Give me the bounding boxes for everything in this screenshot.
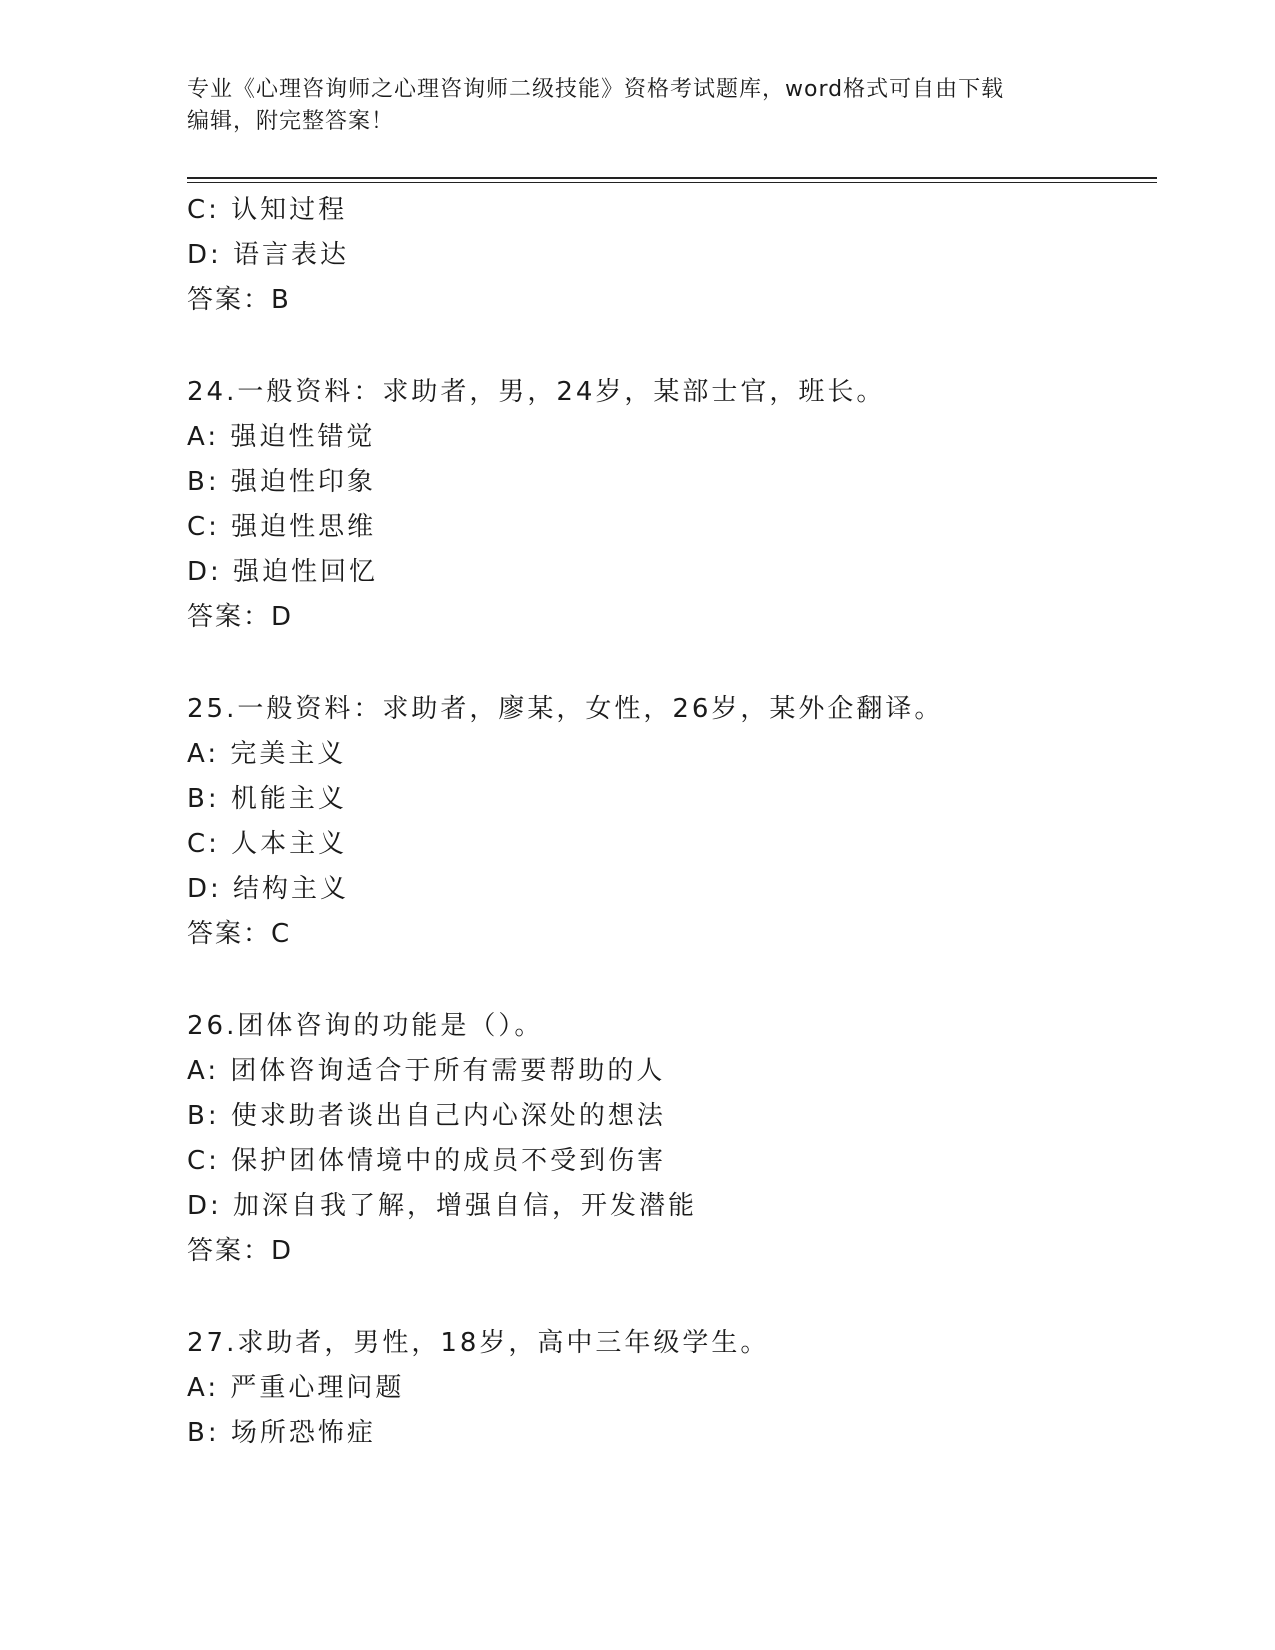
option-d: D: 强迫性回忆 [187,557,379,587]
question-stem: 25.一般资料：求助者，廖某，女性，26岁，某外企翻译。 [187,694,944,724]
spacer [187,1274,1157,1321]
option-b: B: 场所恐怖症 [187,1418,376,1448]
answer-line: 答案：B [187,285,291,315]
spacer [187,323,1157,370]
option-d: D: 加深自我了解，增强自信，开发潜能 [187,1191,698,1221]
option-a: A: 严重心理问题 [187,1373,405,1403]
header-line-1: 专业《心理咨询师之心理咨询师二级技能》资格考试题库，word格式可自由下载 [187,77,1005,102]
spacer [187,640,1157,687]
option-a: A: 团体咨询适合于所有需要帮助的人 [187,1056,666,1086]
question-continued [187,188,1157,323]
spacer [187,957,1157,1004]
option-b: B: 机能主义 [187,784,347,814]
question-26 [187,1004,1157,1274]
option-c: C: 强迫性思维 [187,512,377,542]
answer-line: 答案：D [187,602,294,632]
option-c: C: 人本主义 [187,829,348,859]
option-c: C: 保护团体情境中的成员不受到伤害 [187,1146,667,1176]
question-stem: 24.一般资料：求助者，男，24岁，某部士官，班长。 [187,377,886,407]
header-divider [187,177,1157,183]
question-25 [187,687,1157,957]
answer-line: 答案：D [187,1236,294,1266]
document-header [187,74,1087,138]
question-stem: 27.求助者，男性，18岁，高中三年级学生。 [187,1328,770,1358]
option-b: B: 使求助者谈出自己内心深处的想法 [187,1101,666,1131]
option-b: B: 强迫性印象 [187,467,376,497]
answer-line: 答案：C [187,919,292,949]
option-a: A: 强迫性错觉 [187,422,376,452]
document-page [187,0,1157,1650]
option-d: D: 结构主义 [187,874,350,904]
question-27 [187,1321,1157,1456]
header-line-2: 编辑，附完整答案！ [187,109,395,134]
question-stem: 26.团体咨询的功能是（）。 [187,1011,544,1041]
option-a: A: 完美主义 [187,739,347,769]
question-24 [187,370,1157,640]
option-c: C: 认知过程 [187,195,348,225]
question-list [187,188,1157,1456]
option-d: D: 语言表达 [187,240,350,270]
